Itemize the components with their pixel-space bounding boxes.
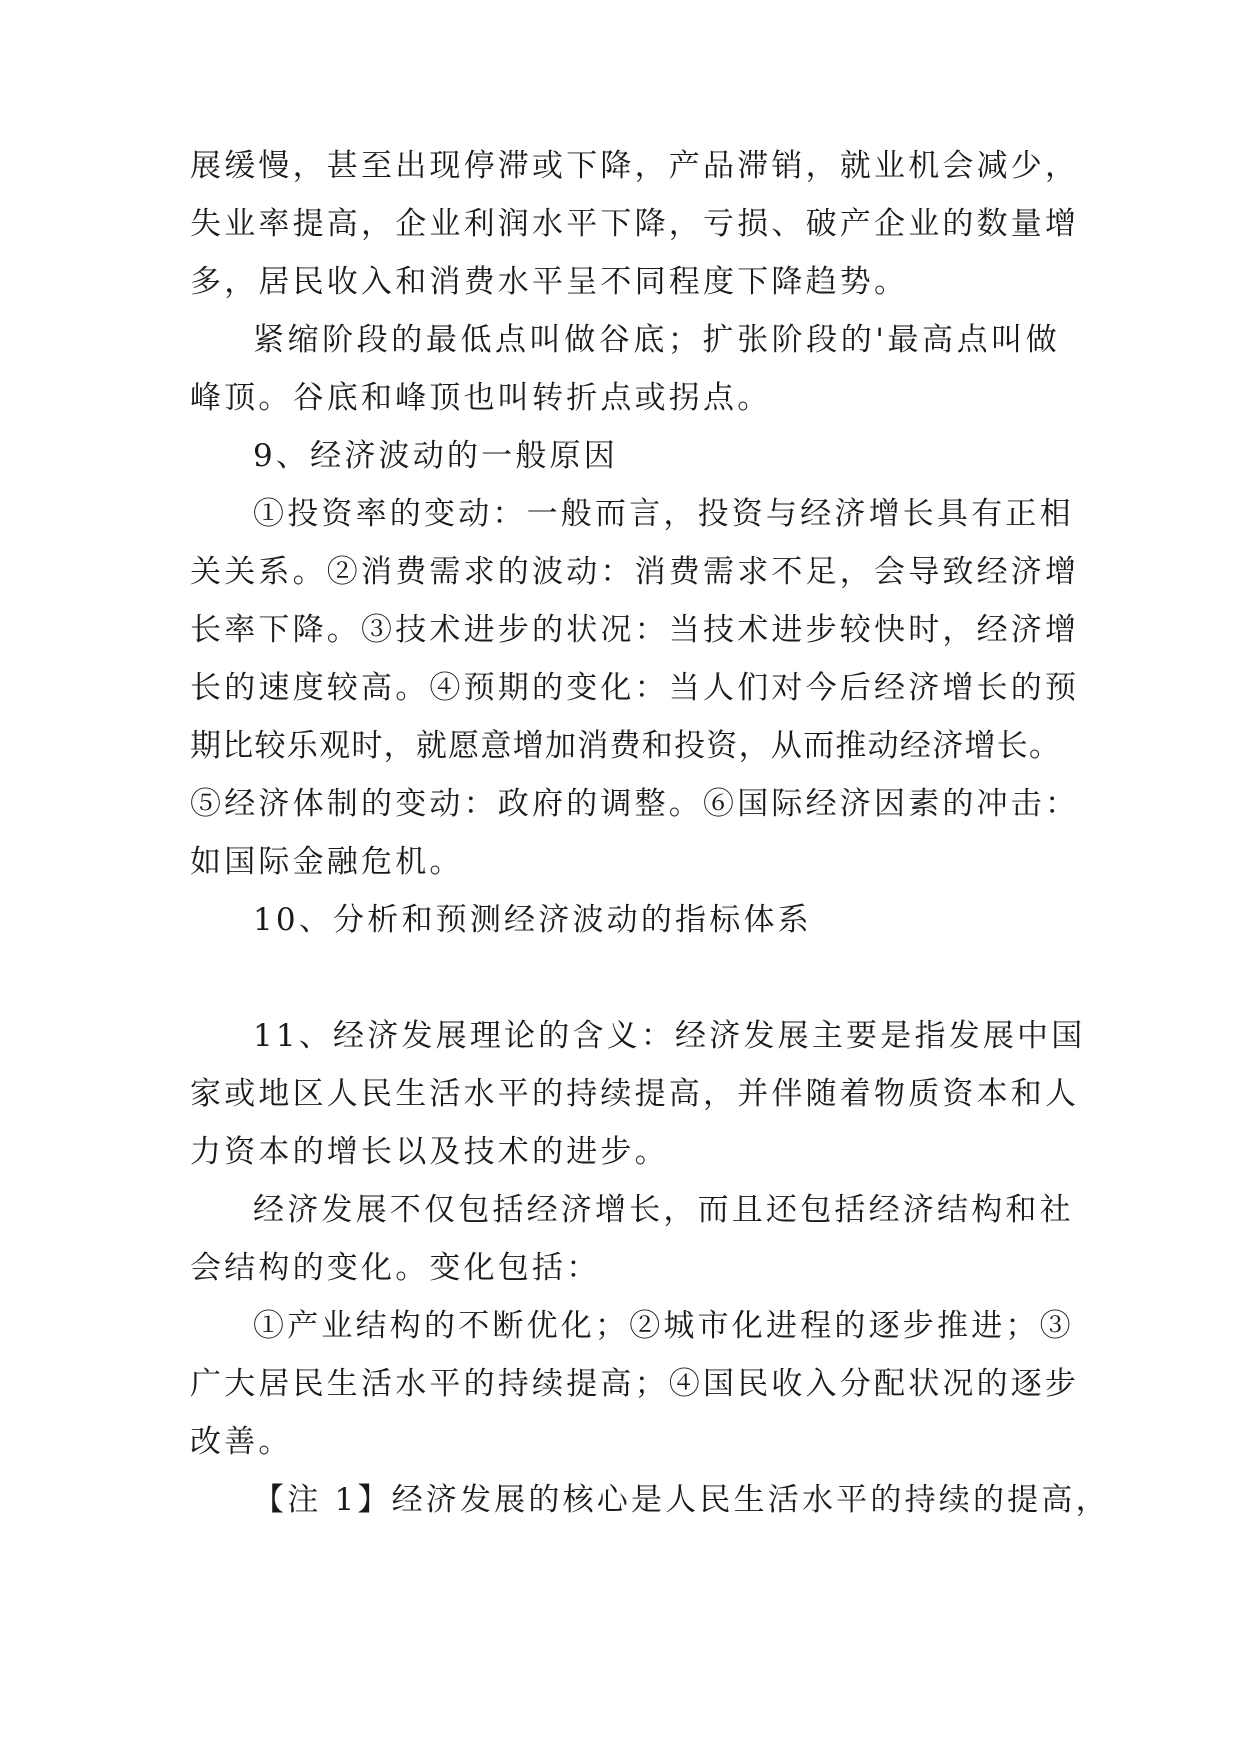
paragraph-start: ①投资率的变动：一般而言，投资与经济增长具有正相	[253, 496, 1074, 532]
text-line: 长率下降。③技术进步的状况：当技术进步较快时，经济增	[190, 612, 1080, 648]
section-heading: 10、分析和预测经济波动的指标体系	[253, 902, 812, 938]
text-line: ⑤经济体制的变动：政府的调整。⑥国际经济因素的冲击：	[190, 786, 1080, 822]
text-line: 广大居民生活水平的持续提高；④国民收入分配状况的逐步	[190, 1366, 1080, 1402]
text-line: 家或地区人民生活水平的持续提高，并伴随着物质资本和人	[190, 1076, 1080, 1112]
text-line: 峰顶。谷底和峰顶也叫转折点或拐点。	[190, 380, 772, 416]
text-line: 会结构的变化。变化包括：	[190, 1250, 601, 1286]
text-line: 多，居民收入和消费水平呈不同程度下降趋势。	[190, 264, 909, 300]
text-line: 长的速度较高。④预期的变化：当人们对今后经济增长的预	[190, 670, 1080, 706]
paragraph-start: ①产业结构的不断优化；②城市化进程的逐步推进；③	[253, 1308, 1074, 1344]
text-line: 关关系。②消费需求的波动：消费需求不足，会导致经济增	[190, 554, 1080, 590]
text-line: 失业率提高，企业利润水平下降，亏损、破产企业的数量增	[190, 206, 1080, 242]
text-line: 力资本的增长以及技术的进步。	[190, 1134, 669, 1170]
paragraph-start: 11、经济发展理论的含义：经济发展主要是指发展中国	[253, 1018, 1086, 1054]
text-line: 改善。	[190, 1424, 293, 1460]
text-line: 如国际金融危机。	[190, 844, 464, 880]
note-line: 【注 1】经济发展的核心是人民生活水平的持续的提高，	[253, 1482, 1110, 1518]
section-heading: 9、经济波动的一般原因	[253, 438, 618, 474]
text-line: 期比较乐观时，就愿意增加消费和投资，从而推动经济增长。	[190, 728, 1060, 764]
text-line: 展缓慢，甚至出现停滞或下降，产品滞销，就业机会减少，	[190, 148, 1080, 184]
paragraph-start: 经济发展不仅包括经济增长，而且还包括经济结构和社	[253, 1192, 1074, 1228]
paragraph-start: 紧缩阶段的最低点叫做谷底；扩张阶段的'最高点叫做	[253, 322, 1060, 358]
